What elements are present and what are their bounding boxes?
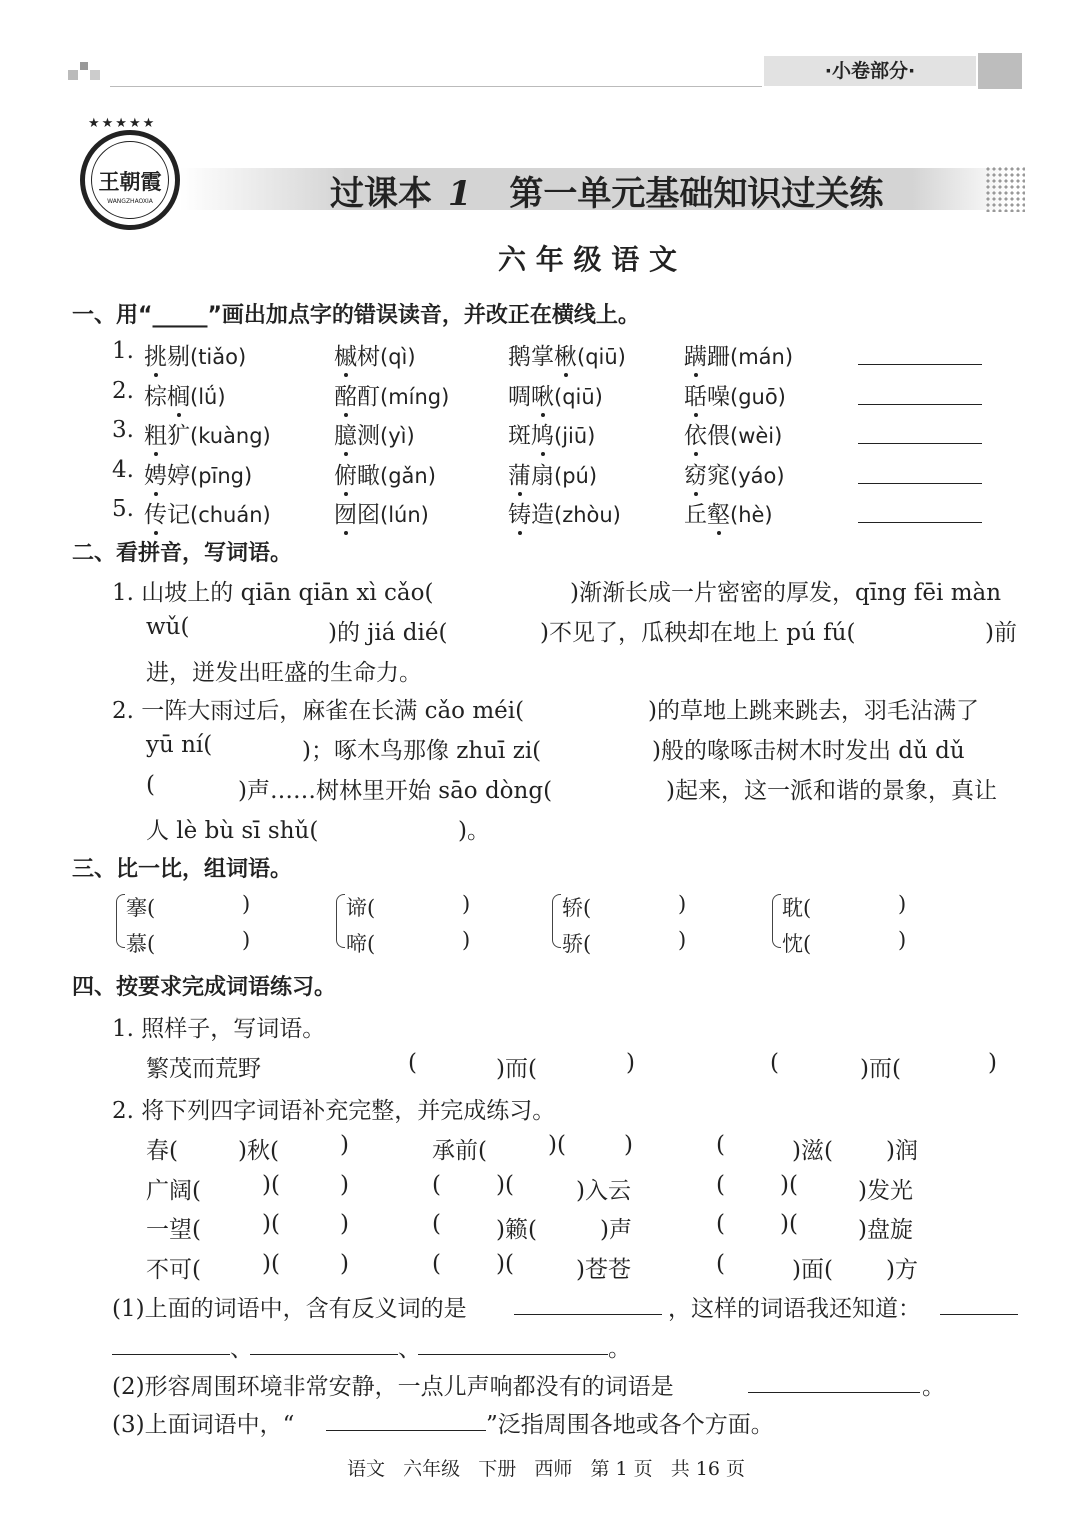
pair-item: 耽(: [782, 896, 812, 920]
s1-word: [334, 378, 449, 411]
word-char-b: 婷: [167, 462, 190, 489]
idiom-part: ): [624, 1132, 633, 1158]
idiom-part: )面(: [792, 1256, 833, 1283]
word-char-a: 俯: [334, 462, 357, 489]
idiom-part: )润: [886, 1138, 918, 1164]
pattern-part: ): [626, 1050, 635, 1076]
pinyin: (zhòu): [554, 503, 621, 527]
pair-brace: [336, 894, 345, 948]
word-char-b: 瞰: [357, 462, 380, 489]
s4-sub3b: ”泛指周围各地或各个方面。: [486, 1412, 774, 1438]
logo-inner: [91, 141, 169, 219]
s4-q2: 2. 将下列四字词语补充完整，并完成练习。: [112, 1098, 556, 1124]
idiom-part: (: [716, 1132, 725, 1158]
idiom-part: ): [340, 1211, 349, 1237]
word-char-b: 跚: [707, 344, 730, 370]
pinyin: (lún): [380, 503, 429, 527]
idiom-part: )入云: [576, 1177, 631, 1204]
s4-sub1: (1)上面的词语中，含有反义词的是: [112, 1296, 467, 1322]
section3-heading: 三、比一比，组词语。: [72, 857, 293, 882]
s1-word: [508, 496, 621, 529]
idiom-part: 承前(: [432, 1138, 487, 1164]
s2-p1-g: 进，迸发出旺盛的生命力。: [146, 660, 422, 686]
pair-brace: [116, 894, 125, 948]
s4-sub1b: ，这样的词语我还知道：: [668, 1296, 921, 1322]
pinyin: (gǎn): [380, 463, 436, 488]
page-footer: 语文 六年级 下册 西师 第 1 页 共 16 页: [346, 1458, 746, 1480]
sub1-blank-3: [112, 1354, 230, 1355]
pinyin: (qì): [380, 345, 416, 369]
pair-close: ): [462, 892, 471, 916]
idiom-part: ): [340, 1171, 349, 1198]
sub1-blank-4: [250, 1354, 398, 1355]
word-char-b: 壑: [707, 502, 730, 528]
s1-word: [684, 378, 786, 411]
title-prefix: 过课本: [330, 174, 432, 214]
s4-example: 繁茂而荒野: [146, 1056, 261, 1082]
s2-p2-g: )声……树林里开始 sāo dòng(: [238, 778, 553, 804]
page-subtitle: 六 年 级 语 文: [498, 243, 677, 276]
pattern-part: ): [988, 1050, 997, 1076]
title-number: 1: [447, 174, 472, 214]
page-title: [330, 166, 883, 215]
word-char-a: 窈: [684, 462, 707, 489]
s1-row-num: 5.: [112, 496, 134, 522]
s1-word: [334, 496, 429, 529]
idiom-part: ): [340, 1250, 349, 1277]
corner-decoration: [68, 62, 104, 84]
idiom-part: )(: [496, 1171, 514, 1198]
pattern-part: )而(: [496, 1056, 537, 1082]
s4-sub2: (2)形容周围环境非常安静，一点儿声响都没有的词语是: [112, 1374, 674, 1400]
pinyin: (qiū): [554, 384, 603, 409]
s1-row-num: 2.: [112, 377, 134, 404]
section-badge: ·小卷部分·: [764, 56, 976, 86]
word-char-b: 犷: [167, 423, 190, 449]
section2-heading: 二、看拼音，写词语。: [72, 541, 293, 566]
s2-p1-f: )前: [985, 620, 1017, 646]
idiom-part: )(: [496, 1250, 514, 1277]
word-char-a: 酩: [334, 383, 357, 410]
word-char-a: 蹒: [684, 344, 707, 370]
s2-p1-a: 1. 山坡上的 qiān qiān xì cǎo(: [112, 580, 434, 606]
word-char-b: 树: [357, 344, 380, 370]
idiom-part: )籁(: [496, 1217, 537, 1243]
word-char-a: 聒: [684, 383, 707, 410]
word-char-a: 斑: [508, 423, 531, 449]
idiom-part: 广阔(: [146, 1177, 201, 1204]
pair-close: ): [898, 892, 907, 916]
s1-word: [144, 496, 271, 529]
idiom-part: 一望(: [146, 1217, 201, 1243]
pair-close: ): [242, 928, 251, 952]
s2-p1-e: )不见了，瓜秧却在地上 pú fú(: [540, 620, 856, 646]
pinyin: (yì): [380, 424, 415, 448]
pair-close: ): [898, 928, 907, 952]
idiom-part: (: [432, 1250, 441, 1277]
pair-brace: [772, 894, 781, 948]
sub3-blank: [326, 1430, 486, 1431]
answer-blank[interactable]: [858, 364, 982, 365]
sub1-blank-2: [940, 1314, 1018, 1315]
idiom-part: )苍苍: [576, 1256, 631, 1283]
word-char-b: 楸: [554, 344, 577, 370]
s1-word: [684, 496, 773, 529]
pair-item: 谛(: [346, 896, 376, 920]
pinyin: (guō): [730, 384, 786, 409]
s1-word: [684, 338, 793, 371]
word-char-a: 啁: [508, 383, 531, 410]
idiom-part: )滋(: [792, 1138, 833, 1164]
pair-close: ): [678, 892, 687, 916]
pair-close: ): [678, 928, 687, 952]
answer-blank[interactable]: [858, 483, 982, 484]
word-char-a: 臆: [334, 423, 357, 449]
word-char-b: 榈: [167, 383, 190, 410]
idiom-part: )(: [780, 1171, 798, 1198]
word-char-a: 挑: [144, 344, 167, 370]
word-char-b: 造: [531, 502, 554, 528]
s1-word: [334, 338, 416, 371]
idiom-part: ): [340, 1132, 349, 1158]
pair-item: 搴(: [126, 896, 156, 920]
word-char-b: 窕: [707, 462, 730, 489]
word-char-a: 鹅掌: [508, 344, 554, 370]
s2-p2-c: yū ní(: [146, 732, 213, 758]
word-char-a: 槭: [334, 344, 357, 370]
pair-item: 骄(: [562, 932, 592, 956]
sub1-end: 。: [608, 1336, 631, 1362]
pair-close: ): [242, 892, 251, 916]
idiom-part: (: [716, 1171, 725, 1198]
s1-word: [144, 417, 271, 450]
s1-word: [508, 338, 626, 371]
logo: [80, 130, 180, 230]
pattern-part: (: [770, 1050, 779, 1076]
title-main: 第一单元基础知识过关练: [509, 174, 884, 214]
s2-p2-i: 人 lè bù sī shǔ(: [146, 818, 319, 844]
pattern-part: (: [408, 1050, 417, 1076]
word-char-a: 粗: [144, 423, 167, 449]
word-char-a: 蒲: [508, 462, 531, 489]
s1-word: [334, 417, 415, 450]
s2-p1-d: )的 jiá dié(: [328, 620, 448, 646]
idiom-part: )盘旋: [858, 1217, 913, 1243]
answer-blank[interactable]: [858, 404, 982, 405]
idiom-part: )(: [262, 1171, 280, 1198]
idiom-part: )(: [262, 1211, 280, 1237]
idiom-part: )方: [886, 1256, 918, 1283]
pinyin: (lǘ): [190, 384, 226, 409]
idiom-part: 春(: [146, 1138, 178, 1164]
word-char-b: 剔: [167, 344, 190, 370]
word-char-b: 噪: [707, 383, 730, 410]
pinyin: (yáo): [730, 463, 785, 488]
pinyin: (mán): [730, 345, 794, 369]
section4-heading: 四、按要求完成词语练习。: [72, 975, 337, 1000]
word-char-b: 偎: [707, 423, 730, 449]
idiom-part: (: [716, 1250, 725, 1277]
word-char-a: 铸: [508, 502, 531, 528]
s4-sub3a: (3)上面词语中，“: [112, 1412, 295, 1438]
s2-p2-a: 2. 一阵大雨过后，麻雀在长满 cǎo méi(: [112, 698, 525, 724]
idiom-part: (: [432, 1211, 441, 1237]
idiom-part: (: [432, 1171, 441, 1198]
idiom-part: )声: [600, 1217, 632, 1243]
s1-word: [144, 338, 246, 371]
logo-text: 王朝霞: [98, 169, 162, 194]
pair-item: 啼(: [346, 932, 376, 956]
s1-word: [684, 457, 785, 490]
pinyin: (qiū): [577, 345, 626, 369]
pair-item: 忱(: [782, 932, 812, 956]
s2-p2-b: )的草地上跳来跳去，羽毛沾满了: [648, 698, 979, 724]
s1-word: [144, 378, 226, 411]
s1-word: [334, 457, 436, 490]
pinyin: (wèi): [730, 424, 783, 448]
word-char-a: 传: [144, 502, 167, 528]
sub1-blank-1: [514, 1314, 662, 1315]
s2-p2-f: (: [146, 772, 155, 798]
s2-p1-c: wǔ(: [146, 614, 190, 640]
s1-row-num: 3.: [112, 417, 134, 443]
s4-q1: 1. 照样子，写词语。: [112, 1016, 326, 1042]
word-char-a: 棕: [144, 383, 167, 410]
idiom-part: (: [716, 1211, 725, 1237]
sub1-blank-5: [418, 1354, 608, 1355]
pinyin: (pú): [554, 463, 598, 488]
word-char-a: 依: [684, 423, 707, 449]
pinyin: (chuán): [190, 503, 271, 527]
answer-blank[interactable]: [858, 443, 982, 444]
word-char-b: 囵: [357, 502, 380, 528]
sub2-blank: [748, 1392, 920, 1393]
s1-word: [508, 378, 603, 411]
pinyin: (míng): [380, 384, 450, 409]
sub2-end: 。: [922, 1374, 945, 1400]
word-char-a: 娉: [144, 462, 167, 489]
sub1-sep-2: 、: [398, 1336, 421, 1362]
title-band-dots: [985, 166, 1025, 212]
idiom-part: )秋(: [238, 1138, 279, 1164]
s2-p2-e: )般的喙啄击树木时发出 dǔ dǔ: [652, 738, 965, 764]
idiom-part: )(: [548, 1132, 566, 1158]
word-char-a: 丘: [684, 502, 707, 528]
s2-p2-d: )；啄木鸟那像 zhuī zi(: [302, 738, 542, 764]
idiom-part: 不可(: [146, 1256, 201, 1283]
sub1-sep-1: 、: [230, 1336, 253, 1362]
pinyin: (hè): [730, 503, 773, 527]
pair-item: 轿(: [562, 896, 592, 920]
pair-close: ): [462, 928, 471, 952]
pinyin: (tiǎo): [190, 345, 247, 369]
idiom-part: )发光: [858, 1177, 913, 1204]
pair-item: 慕(: [126, 932, 156, 956]
pinyin: (kuàng): [190, 424, 271, 448]
word-char-b: 测: [357, 423, 380, 449]
pinyin: (jiū): [554, 424, 596, 448]
word-char-b: 酊: [357, 383, 380, 410]
word-char-b: 鸠: [531, 423, 554, 449]
section1-heading: 一、用“_____”画出加点字的错误读音，并改正在横线上。: [72, 303, 640, 328]
word-char-b: 记: [167, 502, 190, 528]
s1-word: [508, 417, 595, 450]
s1-row-num: 1.: [112, 338, 134, 364]
s2-p2-j: )。: [458, 818, 490, 844]
badge-block: [978, 53, 1022, 89]
answer-blank[interactable]: [858, 522, 982, 523]
s2-p2-h: )起来，这一派和谐的景象，真让: [666, 778, 997, 804]
word-char-b: 啾: [531, 383, 554, 410]
s1-word: [684, 417, 782, 450]
s2-p1-b: )渐渐长成一片密密的厚发，qīng fēi màn: [570, 580, 1002, 606]
idiom-part: )(: [780, 1211, 798, 1237]
header-rule: [110, 86, 762, 87]
pinyin: (pīng): [190, 463, 253, 488]
s1-word: [508, 457, 597, 490]
pattern-part: )而(: [860, 1056, 901, 1082]
word-char-b: 扇: [531, 462, 554, 489]
s1-row-num: 4.: [112, 456, 134, 483]
logo-stars: ★★★★★: [88, 116, 157, 131]
logo-subtext: WANGZHAOXIA: [107, 198, 153, 205]
pair-brace: [552, 894, 561, 948]
idiom-part: )(: [262, 1250, 280, 1277]
s1-word: [144, 457, 252, 490]
word-char-a: 囫: [334, 502, 357, 528]
